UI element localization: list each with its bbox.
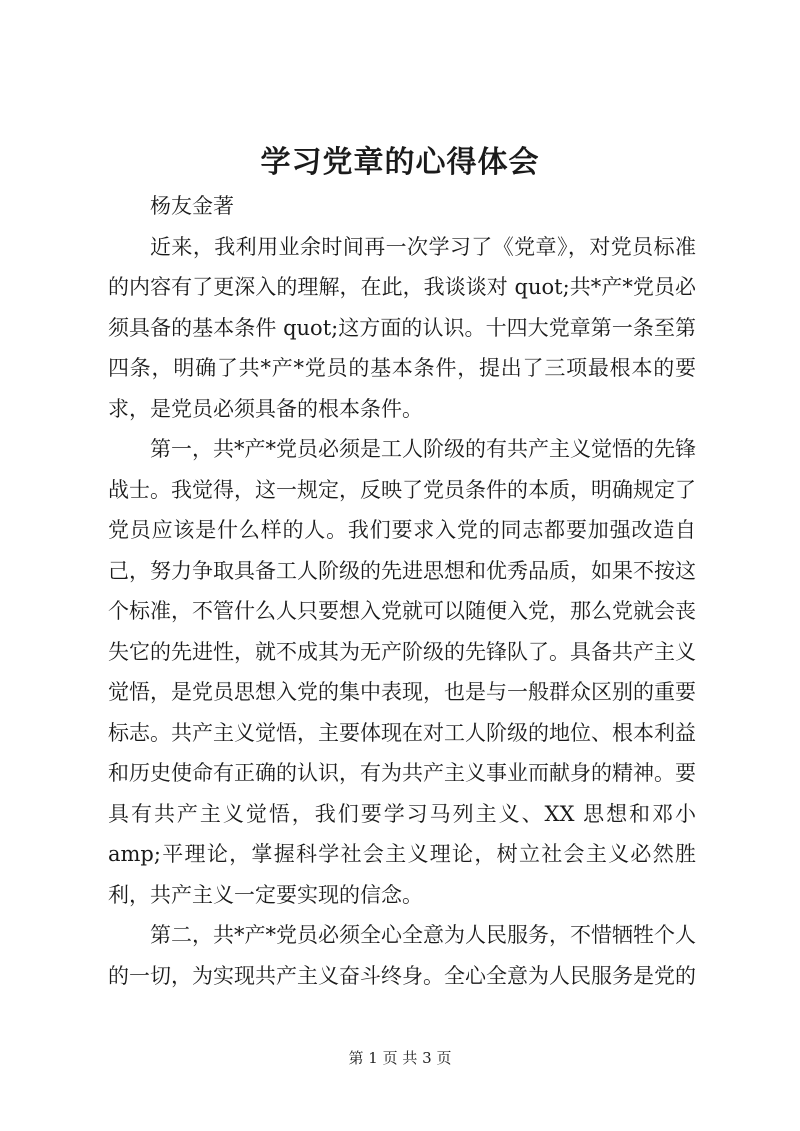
author-line: 杨友金著 bbox=[150, 194, 234, 218]
document-body bbox=[108, 186, 696, 996]
page-number-footer: 第 1 页 共 3 页 bbox=[348, 1049, 452, 1067]
paragraph-1: 近来，我利用业余时间再一次学习了《党章》，对党员标准的内容有了更深入的理解，在此，我谈谈对 quot;共*产*党员必须具备的基本条件 quot;这方面的认识。十四大党章第一条至第四条，明确了共*产*党员的基本条件，提出了三项最根本的要求，是党员必须具备的根本条件。 bbox=[108, 234, 696, 421]
document-title: 学习党章的心得体会 bbox=[260, 145, 540, 180]
paragraph-2: 第一，共*产*党员必须是工人阶级的有共产主义觉悟的先锋战士。我觉得，这一规定，反映了党员条件的本质，明确规定了党员应该是什么样的人。我们要求入党的同志都要加强改造自己，努力争取具备工人阶级的先进思想和优秀品质，如果不按这个标准，不管什么人只要想入党就可以随便入党，那么党就会丧失它的先进性，就不成其为无产阶级的先锋队了。具备共产主义觉悟，是党员思想入党的集中表现，也是与一般群众区别的重要标志。共产主义觉悟，主要体现在对工人阶级的地位、根本利益和历史使命有正确的认识，有为共产主义事业而献身的精神。要具有共产主义觉悟，我们要学习马列主义、XX 思想和邓小 amp;平理论，掌握科学社会主义理论，树立社会主义必然胜利，共产主义一定要实现的信念。 bbox=[108, 437, 696, 907]
paragraph-3: 第二，共*产*党员必须全心全意为人民服务，不惜牺牲个人的一切，为实现共产主义奋斗终身。全心全意为人民服务是党的 bbox=[108, 923, 696, 988]
